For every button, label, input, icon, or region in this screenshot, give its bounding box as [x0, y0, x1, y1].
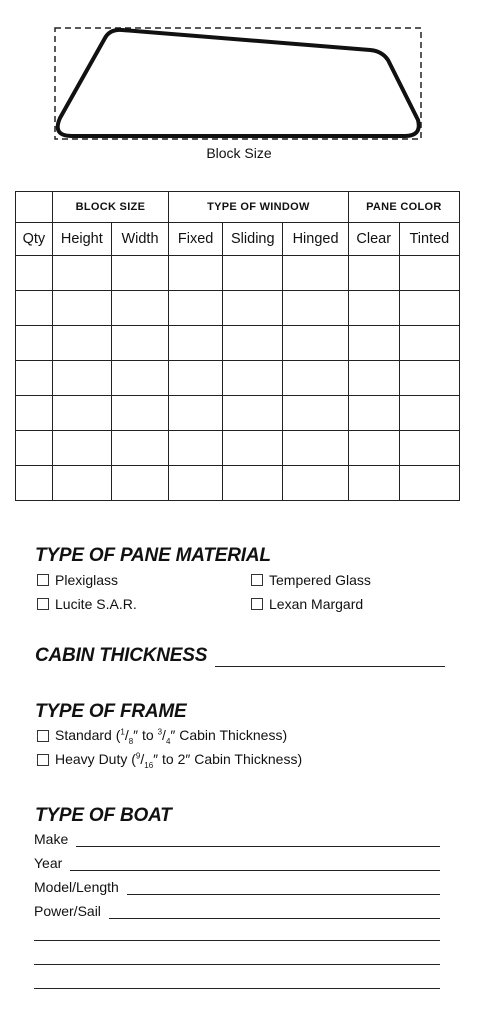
table-cell[interactable]: [348, 466, 399, 501]
table-cell[interactable]: [52, 466, 111, 501]
blank-write-line[interactable]: [34, 964, 440, 965]
table-cell[interactable]: [348, 361, 399, 396]
boat-power-row: [34, 903, 440, 919]
table-row: [16, 256, 460, 291]
table-cell[interactable]: [169, 466, 223, 501]
table-cell[interactable]: [16, 326, 53, 361]
table-cell[interactable]: [16, 291, 53, 326]
table-cell[interactable]: [52, 361, 111, 396]
table-cell[interactable]: [283, 431, 348, 466]
option-lucite[interactable]: [37, 596, 137, 612]
table-body: [16, 256, 460, 501]
table-cell[interactable]: [52, 256, 111, 291]
col-header-width: Width: [111, 223, 168, 256]
table-cell[interactable]: [283, 361, 348, 396]
table-cell[interactable]: [111, 256, 168, 291]
option-tempered-glass[interactable]: [251, 572, 371, 588]
boat-make-label: Make: [34, 831, 69, 847]
boat-year-field[interactable]: [70, 858, 440, 871]
group-header-window-type: TYPE OF WINDOW: [169, 192, 349, 223]
option-plexiglass[interactable]: [37, 572, 118, 588]
table-cell[interactable]: [111, 431, 168, 466]
block-size-caption: Block Size: [206, 145, 272, 161]
col-header-hinged: Hinged: [283, 223, 348, 256]
table-cell[interactable]: [52, 291, 111, 326]
table-cell[interactable]: [169, 326, 223, 361]
option-lucite-label: Lucite S.A.R.: [55, 596, 137, 612]
table-cell[interactable]: [169, 431, 223, 466]
table-cell[interactable]: [111, 396, 168, 431]
boat-model-field[interactable]: [127, 882, 440, 895]
table-cell[interactable]: [399, 466, 459, 501]
cabin-thickness-title: CABIN THICKNESS: [35, 645, 208, 666]
table-cell[interactable]: [283, 396, 348, 431]
window-outline-shape: [58, 30, 419, 136]
option-heavy-duty-frame[interactable]: [37, 751, 302, 770]
block-size-diagram: [0, 0, 478, 145]
table-row: [16, 361, 460, 396]
table-cell[interactable]: [52, 396, 111, 431]
table-cell[interactable]: [223, 466, 283, 501]
checkbox-heavy-duty-frame[interactable]: [37, 754, 49, 766]
option-lexan-label: Lexan Margard: [269, 596, 364, 612]
table-cell[interactable]: [169, 256, 223, 291]
table-cell[interactable]: [399, 431, 459, 466]
boat-make-row: [34, 831, 440, 847]
col-header-sliding: Sliding: [223, 223, 283, 256]
table-cell[interactable]: [16, 466, 53, 501]
table-cell[interactable]: [348, 396, 399, 431]
heavy-duty-frame-label: Heavy Duty ($^9/_{16}''$ to 2″ Cabin Thickness): [55, 751, 303, 770]
table-cell[interactable]: [16, 256, 53, 291]
table-cell[interactable]: [223, 396, 283, 431]
table-cell[interactable]: [399, 361, 459, 396]
table-cell[interactable]: [169, 291, 223, 326]
table-row: [16, 291, 460, 326]
checkbox-standard-frame[interactable]: [37, 730, 49, 742]
boat-model-label: Model/Length: [34, 879, 119, 895]
table-cell[interactable]: [283, 466, 348, 501]
option-tempered-glass-label: Tempered Glass: [269, 572, 371, 588]
table-cell[interactable]: [169, 361, 223, 396]
option-lexan[interactable]: [251, 596, 363, 612]
blank-write-line[interactable]: [34, 940, 440, 941]
table-row: [16, 431, 460, 466]
group-header-block-size: BLOCK SIZE: [52, 192, 168, 223]
table-cell[interactable]: [52, 326, 111, 361]
col-header-fixed: Fixed: [169, 223, 223, 256]
table-row: [16, 466, 460, 501]
table-cell[interactable]: [111, 466, 168, 501]
checkbox-lexan[interactable]: [251, 598, 263, 610]
table-cell[interactable]: [399, 396, 459, 431]
table-cell[interactable]: [399, 256, 459, 291]
table-cell[interactable]: [111, 326, 168, 361]
boat-make-field[interactable]: [76, 834, 440, 847]
table-cell[interactable]: [283, 326, 348, 361]
boat-power-field[interactable]: [109, 906, 440, 919]
checkbox-tempered-glass[interactable]: [251, 574, 263, 586]
table-cell[interactable]: [223, 361, 283, 396]
frame-title: TYPE OF FRAME: [35, 701, 187, 722]
table-cell[interactable]: [111, 291, 168, 326]
table-cell[interactable]: [283, 291, 348, 326]
col-header-tinted: Tinted: [399, 223, 459, 256]
table-cell[interactable]: [16, 396, 53, 431]
table-cell[interactable]: [348, 291, 399, 326]
table-cell[interactable]: [399, 326, 459, 361]
table-cell[interactable]: [52, 431, 111, 466]
block-size-dashed-frame: [55, 28, 421, 139]
table-cell[interactable]: [111, 361, 168, 396]
table-cell[interactable]: [16, 361, 53, 396]
table-cell[interactable]: [348, 431, 399, 466]
boat-year-label: Year: [34, 855, 63, 871]
option-plexiglass-label: Plexiglass: [55, 572, 119, 588]
boat-power-label: Power/Sail: [34, 903, 101, 919]
cabin-thickness-row: [35, 645, 445, 667]
table-cell[interactable]: [223, 326, 283, 361]
col-header-qty: Qty: [16, 223, 53, 256]
checkbox-plexiglass[interactable]: [37, 574, 49, 586]
table-cell[interactable]: [399, 291, 459, 326]
table-cell[interactable]: [16, 431, 53, 466]
table-row: [16, 326, 460, 361]
table-cell[interactable]: [169, 396, 223, 431]
boat-title: TYPE OF BOAT: [35, 805, 172, 826]
window-order-table: [15, 191, 460, 501]
option-standard-frame[interactable]: [37, 727, 287, 746]
table-cell[interactable]: [283, 256, 348, 291]
col-header-clear: Clear: [348, 223, 399, 256]
col-header-height: Height: [52, 223, 111, 256]
table-cell[interactable]: [223, 256, 283, 291]
table-cell[interactable]: [348, 326, 399, 361]
table-cell[interactable]: [348, 256, 399, 291]
table-row: [16, 396, 460, 431]
group-header-pane-color: PANE COLOR: [348, 192, 459, 223]
checkbox-lucite[interactable]: [37, 598, 49, 610]
blank-write-line[interactable]: [34, 988, 440, 989]
cabin-thickness-field[interactable]: [215, 650, 445, 667]
standard-frame-label: Standard ($^1/_8''$ to $^3/_4''$ Cabin Thickness): [55, 727, 288, 746]
boat-model-row: [34, 879, 440, 895]
table-cell[interactable]: [223, 291, 283, 326]
table-cell[interactable]: [223, 431, 283, 466]
group-header-blank: [16, 192, 53, 223]
pane-material-title: TYPE OF PANE MATERIAL: [35, 545, 271, 566]
boat-year-row: [34, 855, 440, 871]
